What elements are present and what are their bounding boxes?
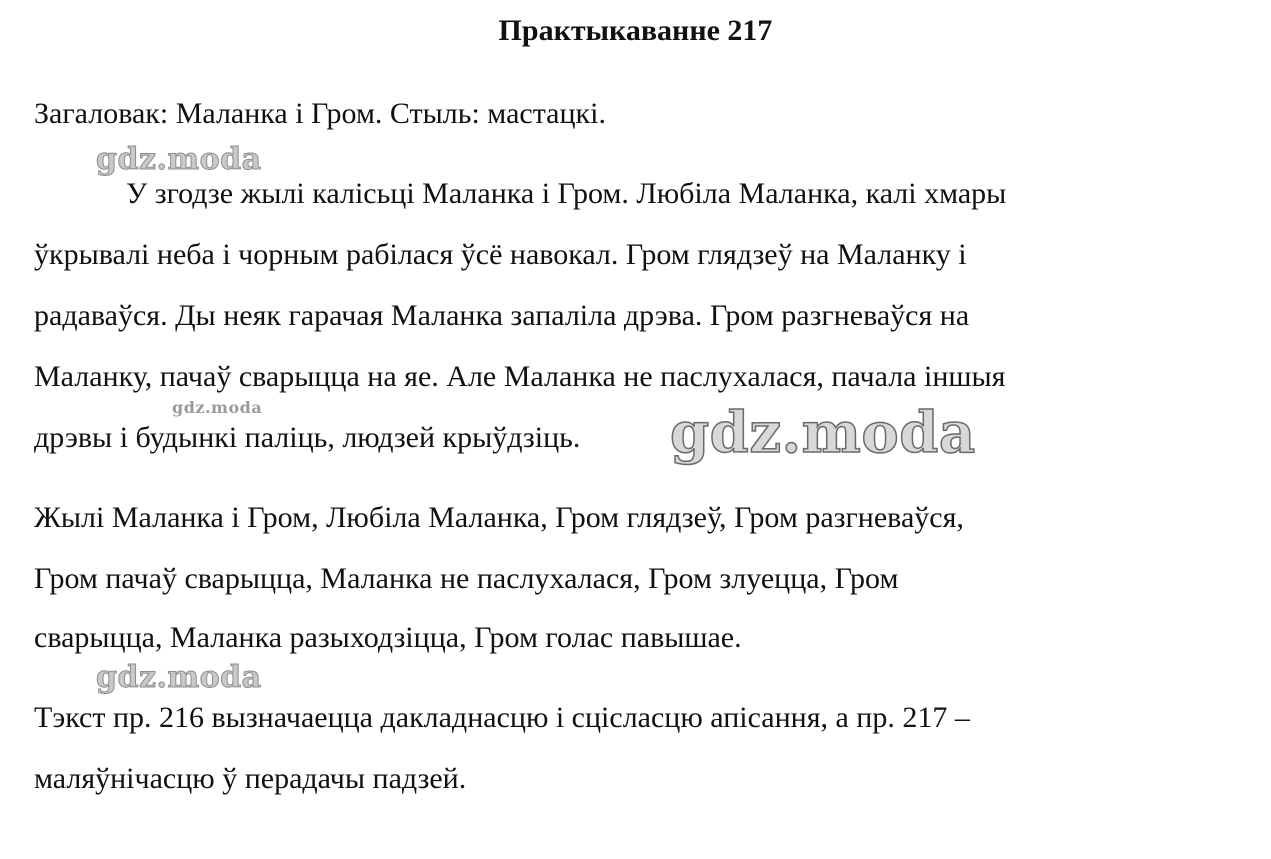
story-line: дрэвы і будынкі паліць, людзей крыўдзіць.	[34, 421, 581, 454]
intro-line: Загаловак: Маланка і Гром. Стыль: мастацкі.	[34, 97, 606, 130]
page-title: Практыкаванне 217	[498, 14, 773, 47]
watermark-small: gdz.moda	[96, 142, 262, 177]
story-line: Маланку, пачаў сварыцца на яе. Але Маланка не паслухалася, пачала іншыя	[34, 360, 1006, 393]
verbs-line: сварыцца, Маланка разыходзіцца, Гром голас павышае.	[34, 621, 742, 654]
story-line: радаваўся. Ды неяк гарачая Маланка запаліла дрэва. Гром разгневаўся на	[34, 299, 970, 332]
verbs-line: Жылі Маланка і Гром, Любіла Маланка, Гром глядзеў, Гром разгневаўся,	[34, 501, 964, 534]
comparison-line: маляўнічасцю ў перадачы падзей.	[34, 762, 467, 795]
comparison-line: Тэкст пр. 216 вызначаецца дакладнасцю і сцісласцю апісання, а пр. 217 –	[34, 701, 970, 734]
story-line: ўкрывалі неба і чорным рабілася ўсё навокал. Гром глядзеў на Маланку і	[34, 238, 967, 271]
watermark-large: gdz.moda	[670, 400, 976, 466]
watermark-small: gdz.moda	[96, 660, 262, 695]
story-line: У згодзе жылі калісьці Маланка і Гром. Любіла Маланка, калі хмары	[126, 177, 1007, 210]
verbs-line: Гром пачаў сварыцца, Маланка не паслухалася, Гром злуецца, Гром	[34, 562, 899, 595]
watermark-tiny: gdz.moda	[172, 398, 263, 417]
